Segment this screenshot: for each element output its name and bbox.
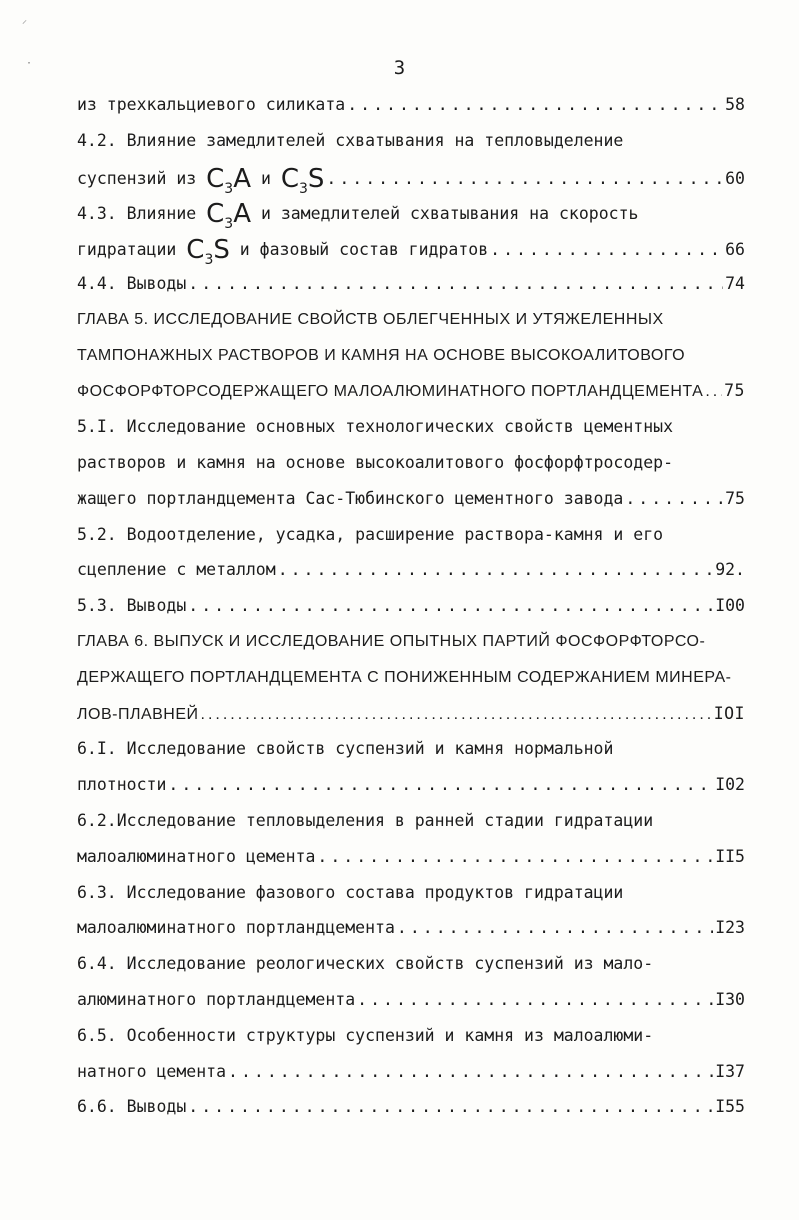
dot-leader [490,239,723,261]
dot-leader [705,381,722,403]
chapter-heading: ФОСФОРФТОРСОДЕРЖАЩЕГО МАЛОАЛЮМИНАТНОГО ПОРТЛАНДЦЕМЕНТА ..... 75 [77,380,745,416]
toc-entry: сцепление с металлом ..... 92. [77,559,745,595]
dot-leader [357,989,713,1011]
scan-speck: ⸝ [22,15,27,26]
toc-entry: 5.2. Водоотделение, усадка, расширение раствора-камня и его [77,524,664,544]
toc-entry: 6.6. Выводы ..... I55 [77,1096,745,1132]
formula-c3a: $C_3A$ [206,201,252,233]
toc-entry: 6.3. Исследование фазового состава продуктов гидратации [77,882,624,902]
page-ref: 74 [725,273,745,293]
toc-entry: 5.3. Выводы ..... I00 [77,595,745,631]
page-ref: 66 [725,240,745,260]
toc-entry: 6.5. Особенности структуры суспензий и камня из малоалюми- [77,1025,654,1045]
page-ref: 58 [725,95,745,114]
dot-leader [278,559,714,581]
page-ref: I23 [715,918,745,938]
toc-entry: жащего портландцемента Сас-Тюбинского цементного завода ..... 75 [77,488,745,524]
page-ref: 60 [725,168,745,188]
toc-entry: 4.4. Выводы ..... 74 [77,273,745,309]
toc-entry: растворов и камня на основе высокоалитового фосфорфтросодер- [77,452,674,472]
dot-leader [326,168,723,190]
chapter-heading: ЛОВ-ПЛАВНЕЙ ..... IOI [77,703,745,739]
dot-leader [188,595,713,617]
toc-entry: 4.3. Влияние $C_3A$ и замедлителей схватывания на скорость [77,201,639,233]
page-ref: 92. [715,560,745,580]
toc-entry: гидратации $C_3S$ и фазовый состав гидратов ..... 66 [77,237,745,273]
toc-entry: натного цемента ..... I37 [77,1061,745,1097]
chapter-heading: ГЛАВА 6. ВЫПУСК И ИССЛЕДОВАНИЕ ОПЫТНЫХ ПАРТИЙ ФОСФОРФТОРСО- [77,632,706,650]
dot-leader [347,94,723,116]
dot-leader [168,774,713,796]
toc-entry: 6.I. Исследование свойств суспензий и камня нормальной [77,739,614,759]
toc-entry: плотности ..... I02 [77,774,745,810]
chapter-heading: ГЛАВА 5. ИССЛЕДОВАНИЕ СВОЙСТВ ОБЛЕГЧЕННЫХ И УТЯЖЕЛЕННЫХ [77,310,664,328]
page-ref: IOI [713,703,745,723]
page-ref: I37 [715,1061,745,1081]
toc-entry: алюминатного портландцемента ..... I30 [77,989,745,1025]
dot-leader [188,273,723,295]
formula-c3s: $C_3S$ [186,237,230,269]
toc-entry: 6.4. Исследование реологических свойств суспензий из мало- [77,954,654,974]
table-of-contents [77,94,745,1132]
toc-entry: малоалюминатного цемента ..... II5 [77,846,745,882]
toc-entry: 6.2.Исследование тепловыделения в ранней стадии гидратации [77,810,654,830]
page-ref: 75 [724,381,745,401]
scan-speck: · [26,58,33,69]
formula-c3s: $C_3S$ [280,165,325,197]
page-ref: I30 [715,989,745,1009]
chapter-heading: ТАМПОНАЖНЫХ РАСТВОРОВ И КАМНЯ НА ОСНОВЕ ВЫСОКОАЛИТОВОГО [77,346,686,364]
toc-entry: 5.I. Исследование основных технологических свойств цементных [77,417,674,437]
page-ref: I00 [715,596,745,616]
toc-entry: суспензий из $C_3A$ и $C_3S$ ..... 60 [77,166,745,202]
toc-entry: из трехкальциевого силиката ..... 58 [77,94,745,130]
dot-leader [625,488,723,510]
dot-leader [317,846,713,868]
dot-leader [201,704,712,726]
dot-leader [228,1061,713,1083]
dot-leader [188,1096,713,1118]
page-ref: I02 [715,775,745,795]
toc-entry: 4.2. Влияние замедлителей схватывания на тепловыделение [77,130,624,150]
formula-c3a: $C_3A$ [206,165,252,197]
page-ref: I55 [715,1097,745,1117]
toc-entry: малоалюминатного портландцемента ..... I23 [77,917,745,953]
page-ref: II5 [715,846,745,866]
page-number: 3 [393,57,406,79]
page-ref: 75 [725,488,745,508]
dot-leader [397,917,713,939]
chapter-heading: ДЕРЖАЩЕГО ПОРТЛАНДЦЕМЕНТА С ПОНИЖЕННЫМ СОДЕРЖАНИЕМ МИНЕРА- [77,668,732,686]
